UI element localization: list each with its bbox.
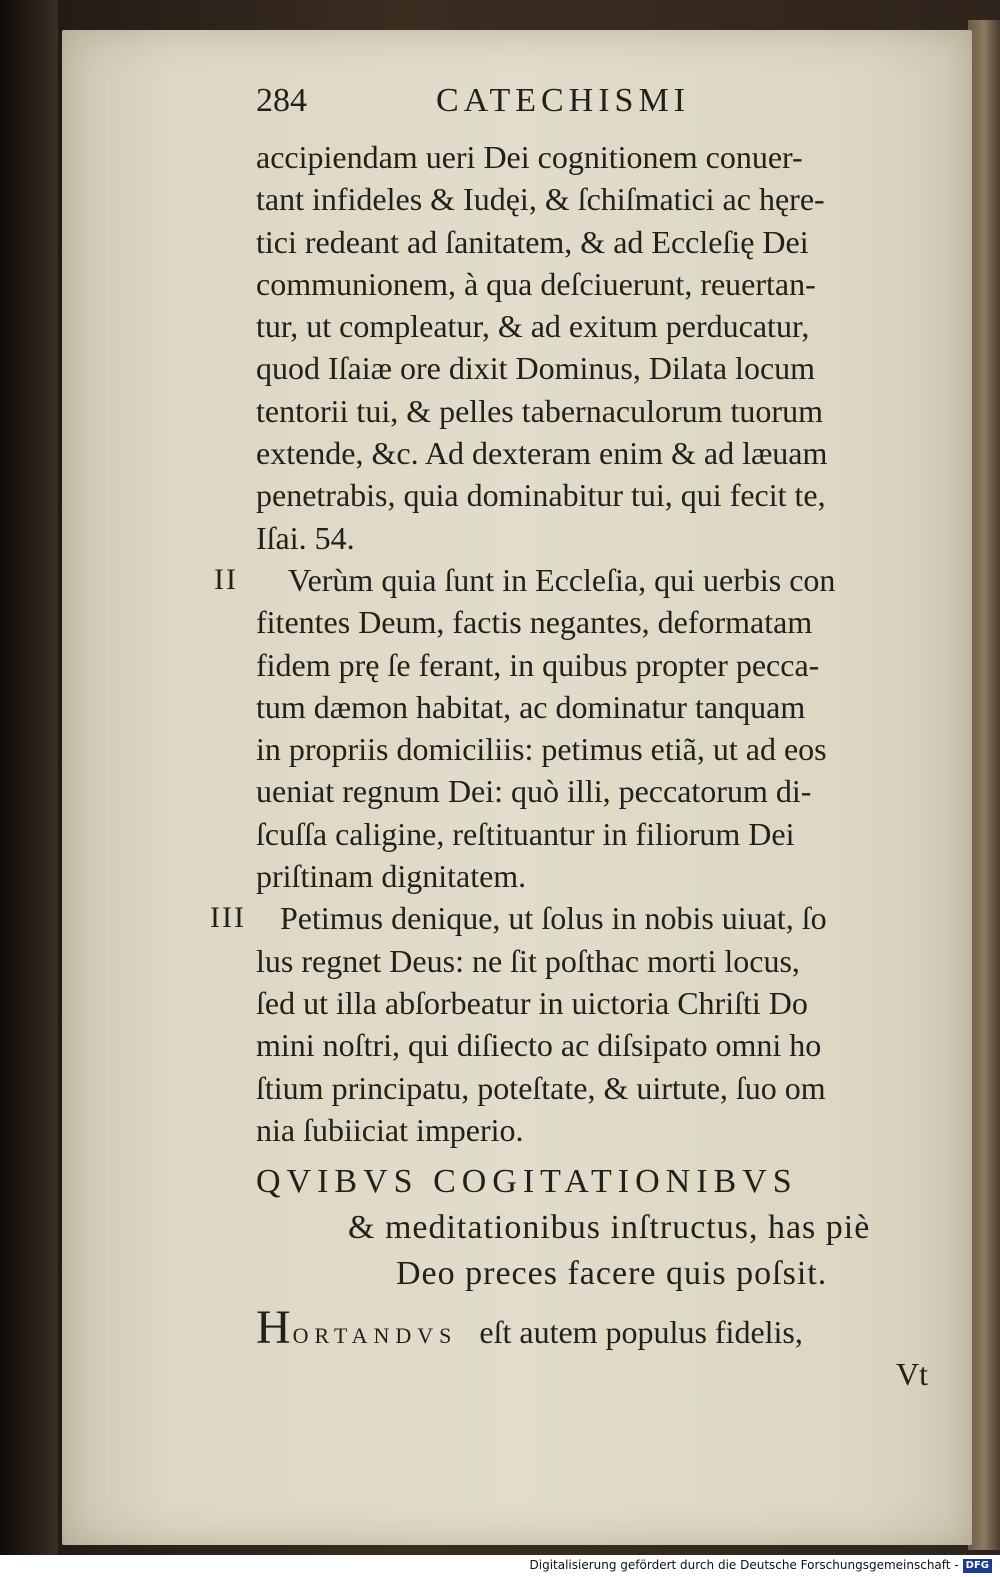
text-line: eſt autem populus fidelis, bbox=[479, 1314, 803, 1351]
heading-line-1: QVIBVS COGITATIONIBVS bbox=[256, 1163, 798, 1201]
numbered-line bbox=[210, 897, 936, 939]
credit-text: Digitalisierung gefördert durch die Deutsche Forschungsgemeinschaft - bbox=[529, 1558, 959, 1572]
page-header bbox=[256, 82, 936, 136]
footer-bar bbox=[0, 1555, 1000, 1577]
text-line: quod Iſaiæ ore dixit Dominus, Dilata locum bbox=[256, 350, 816, 387]
catchword: Vt bbox=[896, 1356, 928, 1393]
text-line: penetrabis, quia dominabitur tui, qui fecit te, bbox=[256, 477, 826, 514]
heading-line-2: & meditationibus inſtructus, has piè bbox=[348, 1209, 871, 1247]
text-line: fidem prę ſe ferant, in quibus propter pecca- bbox=[256, 646, 820, 683]
small-caps-word: ORTANDVS bbox=[292, 1323, 458, 1349]
dfg-logo: DFG bbox=[963, 1559, 992, 1573]
paragraph-number: II bbox=[214, 562, 238, 596]
drop-cap: H bbox=[256, 1301, 291, 1355]
text-line: Petimus denique, ut ſolus in nobis uiuat, ſo bbox=[280, 900, 827, 937]
page-text bbox=[210, 82, 936, 1397]
text-line: extende, &c. Ad dexteram enim & ad læuam bbox=[256, 435, 828, 472]
text-line: Iſai. 54. bbox=[256, 519, 355, 556]
final-line bbox=[256, 1301, 936, 1355]
text-line: nia ſubiiciat imperio. bbox=[256, 1111, 524, 1148]
text-line: tum dæmon habitat, ac dominatur tanquam bbox=[256, 688, 806, 725]
numbered-line bbox=[214, 559, 936, 601]
text-line: ueniat regnum Dei: quò illi, peccatorum di- bbox=[256, 773, 812, 810]
text-line: mini noſtri, qui diſiecto ac diſsipato omni ho bbox=[256, 1027, 822, 1064]
text-line: tant infideles & Iudęi, & ſchiſmatici ac hęre- bbox=[256, 181, 825, 218]
text-line: ſcuſſa caligine, reſtituantur in filiorum Dei bbox=[256, 815, 795, 852]
book-fore-edge bbox=[968, 20, 1000, 1550]
text-line: Verùm quia ſunt in Eccleſia, qui uerbis con bbox=[288, 561, 836, 598]
running-title: CATECHISMI bbox=[436, 82, 691, 119]
text-line: ſtium principatu, poteſtate, & uirtute, ſuo om bbox=[256, 1069, 826, 1106]
paragraph-1 bbox=[256, 136, 936, 559]
text-line: accipiendam ueri Dei cognitionem conuer- bbox=[256, 139, 803, 175]
section-heading bbox=[256, 1159, 936, 1297]
text-line: in propriis domiciliis: petimus etiã, ut ad eos bbox=[256, 731, 827, 768]
spacer bbox=[256, 1151, 936, 1159]
heading-line-3: Deo preces facere quis poſsit. bbox=[396, 1255, 828, 1293]
paragraph-number: III bbox=[210, 901, 246, 935]
text-line: fitentes Deum, factis negantes, deformatam bbox=[256, 604, 813, 641]
text-line: tur, ut compleatur, & ad exitum perducatur, bbox=[256, 308, 810, 345]
catchword-line bbox=[256, 1351, 936, 1397]
page-number: 284 bbox=[256, 82, 307, 119]
text-line: communionem, à qua deſciuerunt, reuertan- bbox=[256, 265, 816, 302]
text-line: tentorii tui, & pelles tabernaculorum tuorum bbox=[256, 392, 823, 429]
paragraph-3 bbox=[210, 897, 936, 1151]
text-line: lus regnet Deus: ne ſit poſthac morti locus, bbox=[256, 942, 800, 979]
footer-credit bbox=[530, 1558, 993, 1573]
spacer bbox=[256, 1297, 936, 1305]
text-line: ſed ut illa abſorbeatur in uictoria Chriſti Do bbox=[256, 984, 808, 1021]
text-line: priſtinam dignitatem. bbox=[256, 858, 527, 895]
text-line: tici redeant ad ſanitatem, & ad Eccleſię Dei bbox=[256, 223, 809, 260]
book-spine-shadow bbox=[0, 0, 58, 1555]
paragraph-2 bbox=[214, 559, 936, 897]
